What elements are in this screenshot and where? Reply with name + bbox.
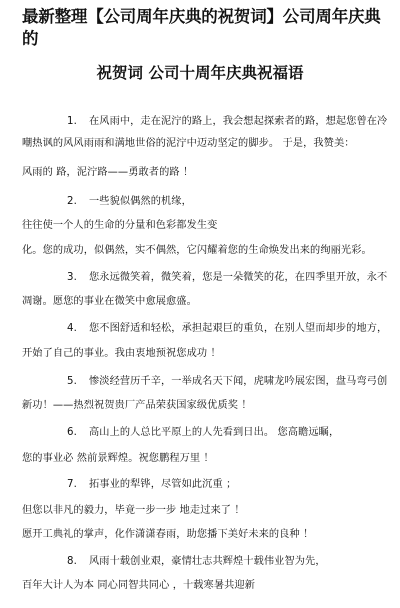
paragraph-7-line-2: 但您以非凡的毅力，毕竟一步一步 地走过来了 ！ [22, 505, 245, 516]
paragraph-4-line-1: 4. 您不图舒适和轻松，承担起艰巨的重负，在别人望而却步的地方， [67, 323, 388, 334]
paragraph-5-number: 5. [67, 376, 77, 387]
paragraph-7-line-1: 7. 拓事业的犁铧，尽管如此沉重 ； [67, 479, 237, 490]
paragraph-7-number: 7. [67, 479, 77, 490]
paragraph-8-number: 8. [67, 556, 77, 567]
paragraph-2-line-2: 往往使一个人的生命的分量和色彩都发生变 [22, 220, 218, 231]
document-title-line-2: 的 [22, 29, 39, 48]
paragraph-7-line-3: 愿开工典礼的掌声，化作潇潇春雨，助您播下美好未来的良种 ！ [22, 529, 314, 540]
document-subtitle: 祝贺词 公司十周年庆典祝福语 [96, 64, 304, 82]
paragraph-1-number: 1. [67, 116, 77, 127]
paragraph-4-number: 4. [67, 323, 77, 334]
paragraph-5-line-2: 新功！——热烈祝贺贵厂产品荣获国家级优质奖 ！ [22, 400, 252, 411]
paragraph-1-line-3: 风雨的 路，泥泞路——勇敢者的路 ！ [22, 167, 194, 178]
paragraph-6-line-2: 您的事业必 然前景辉煌。祝您鹏程万里 ！ [22, 453, 214, 464]
paragraph-8-line-2: 百年大计人为本 同心同智共同心 ，十载寒暑共迎新 [22, 580, 255, 591]
paragraph-3-line-2: 凋谢。愿您的事业在微笑中愈展愈盛。 [22, 296, 197, 307]
paragraph-1-line-2: 嘲热讽的风风雨雨和满地世俗的泥泞中迈动坚定的脚步。 于是，我赞美： [22, 138, 355, 149]
paragraph-2-line-3: 化。您的成功，似偶然，实不偶然，它闪耀着您的生命焕发出来的绚丽光彩。 [22, 245, 372, 256]
paragraph-3-number: 3. [67, 272, 77, 283]
paragraph-6-line-1: 6. 高山上的人总比平原上的人先看到日出。 您高瞻远瞩， [67, 427, 340, 438]
paragraph-8-line-1: 8. 风雨十载创业艰，豪情壮志共辉煌十载伟业智为先， [67, 556, 326, 567]
document-title-line-1: 最新整理【公司周年庆典的祝贺词】公司周年庆典 [22, 7, 381, 26]
paragraph-2-number: 2. [67, 196, 77, 207]
paragraph-6-number: 6. [67, 427, 77, 438]
paragraph-5-line-1: 5. 惨淡经营历千辛，一举成名天下闻，虎啸龙吟展宏图，盘马弯弓创 [67, 376, 388, 387]
paragraph-3-line-1: 3. 您永远微笑着，微笑着，您是一朵微笑的花，在四季里开放，永不 [67, 272, 388, 283]
paragraph-4-line-2: 开始了自己的事业。我由衷地预祝您成功 ！ [22, 348, 221, 359]
paragraph-2-line-1: 2. 一些貌似偶然的机缘， [67, 196, 192, 207]
paragraph-1-line-1: 1. 在风雨中，走在泥泞的路上，我会想起探索者的路，想起您曾在冷 [67, 116, 388, 127]
